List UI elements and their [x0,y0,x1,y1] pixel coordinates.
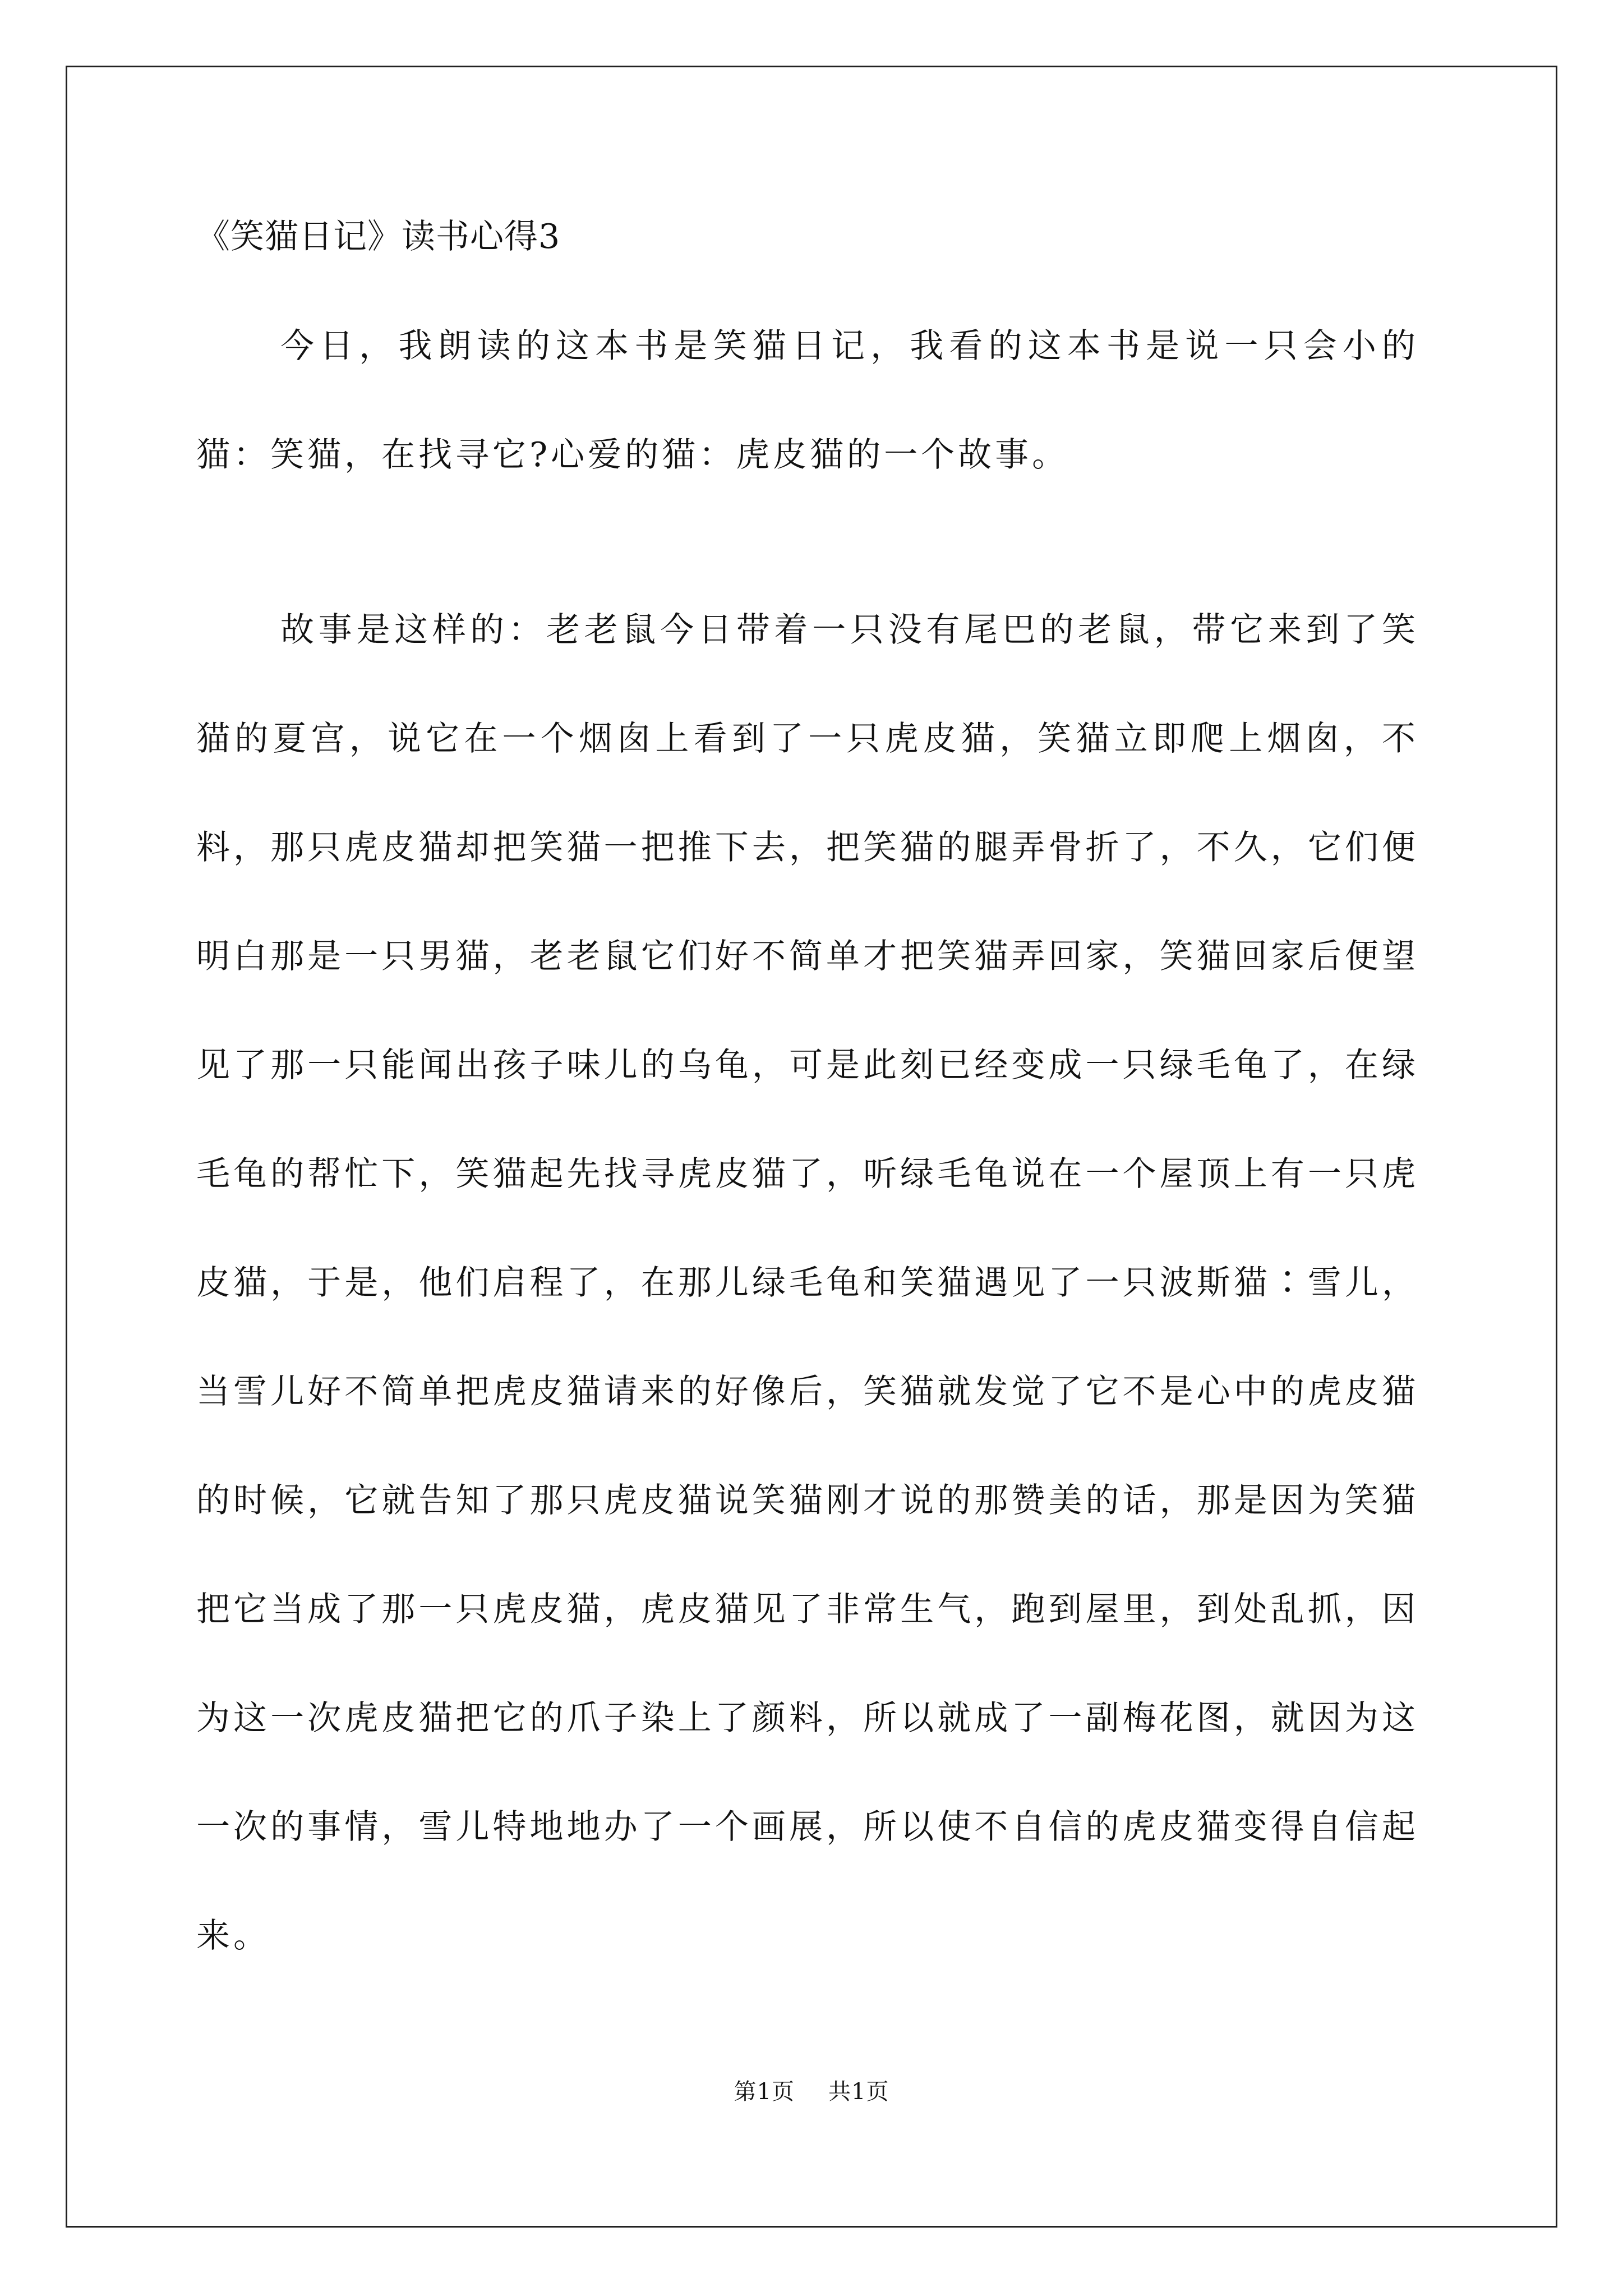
document-body [196,216,1419,2056]
document-title: 《笑猫日记》读书心得3 [196,217,561,256]
total-pages: 共1页 [828,2079,889,2105]
paragraph-story: 故事是这样的：老老鼠今日带着一只没有尾巴的老鼠，带它来到了笑猫的夏宫，说它在一个烟囱上看到了一只虎皮猫，笑猫立即爬上烟囱，不料，那只虎皮猫却把笑猫一把推下去，把笑猫的腿弄骨折了，不久，它们便明白那是一只男猫，老老鼠它们好不简单才把笑猫弄回家，笑猫回家后便望见了那一只能闻出孩子味儿的乌龟，可是此刻已经变成一只绿毛龟了，在绿毛龟的帮忙下，笑猫起先找寻虎皮猫了，听绿毛龟说在一个屋顶上有一只虎皮猫，于是，他们启程了，在那儿绿毛龟和笑猫遇见了一只波斯猫∶雪儿，当雪儿好不简单把虎皮猫请来的好像后，笑猫就发觉了它不是心中的虎皮猫的时候，它就告知了那只虎皮猫说笑猫刚才说的那赞美的话，那是因为笑猫把它当成了那一只虎皮猫，虎皮猫见了非常生气，跑到屋里，到处乱抓，因为这一次虎皮猫把它的爪子染上了颜料，所以就成了一副梅花图，就因为这一次的事情，雪儿特地地办了一个画展，所以使不自信的虎皮猫变得自信起来。 [196,610,1419,1955]
page-footer [0,2078,1623,2105]
paragraph-intro: 今日，我朗读的这本书是笑猫日记，我看的这本书是说一只会小的猫：笑猫，在找寻它?心爱的猫：虎皮猫的一个故事。 [196,326,1419,475]
page-number: 第1页 [734,2079,795,2105]
